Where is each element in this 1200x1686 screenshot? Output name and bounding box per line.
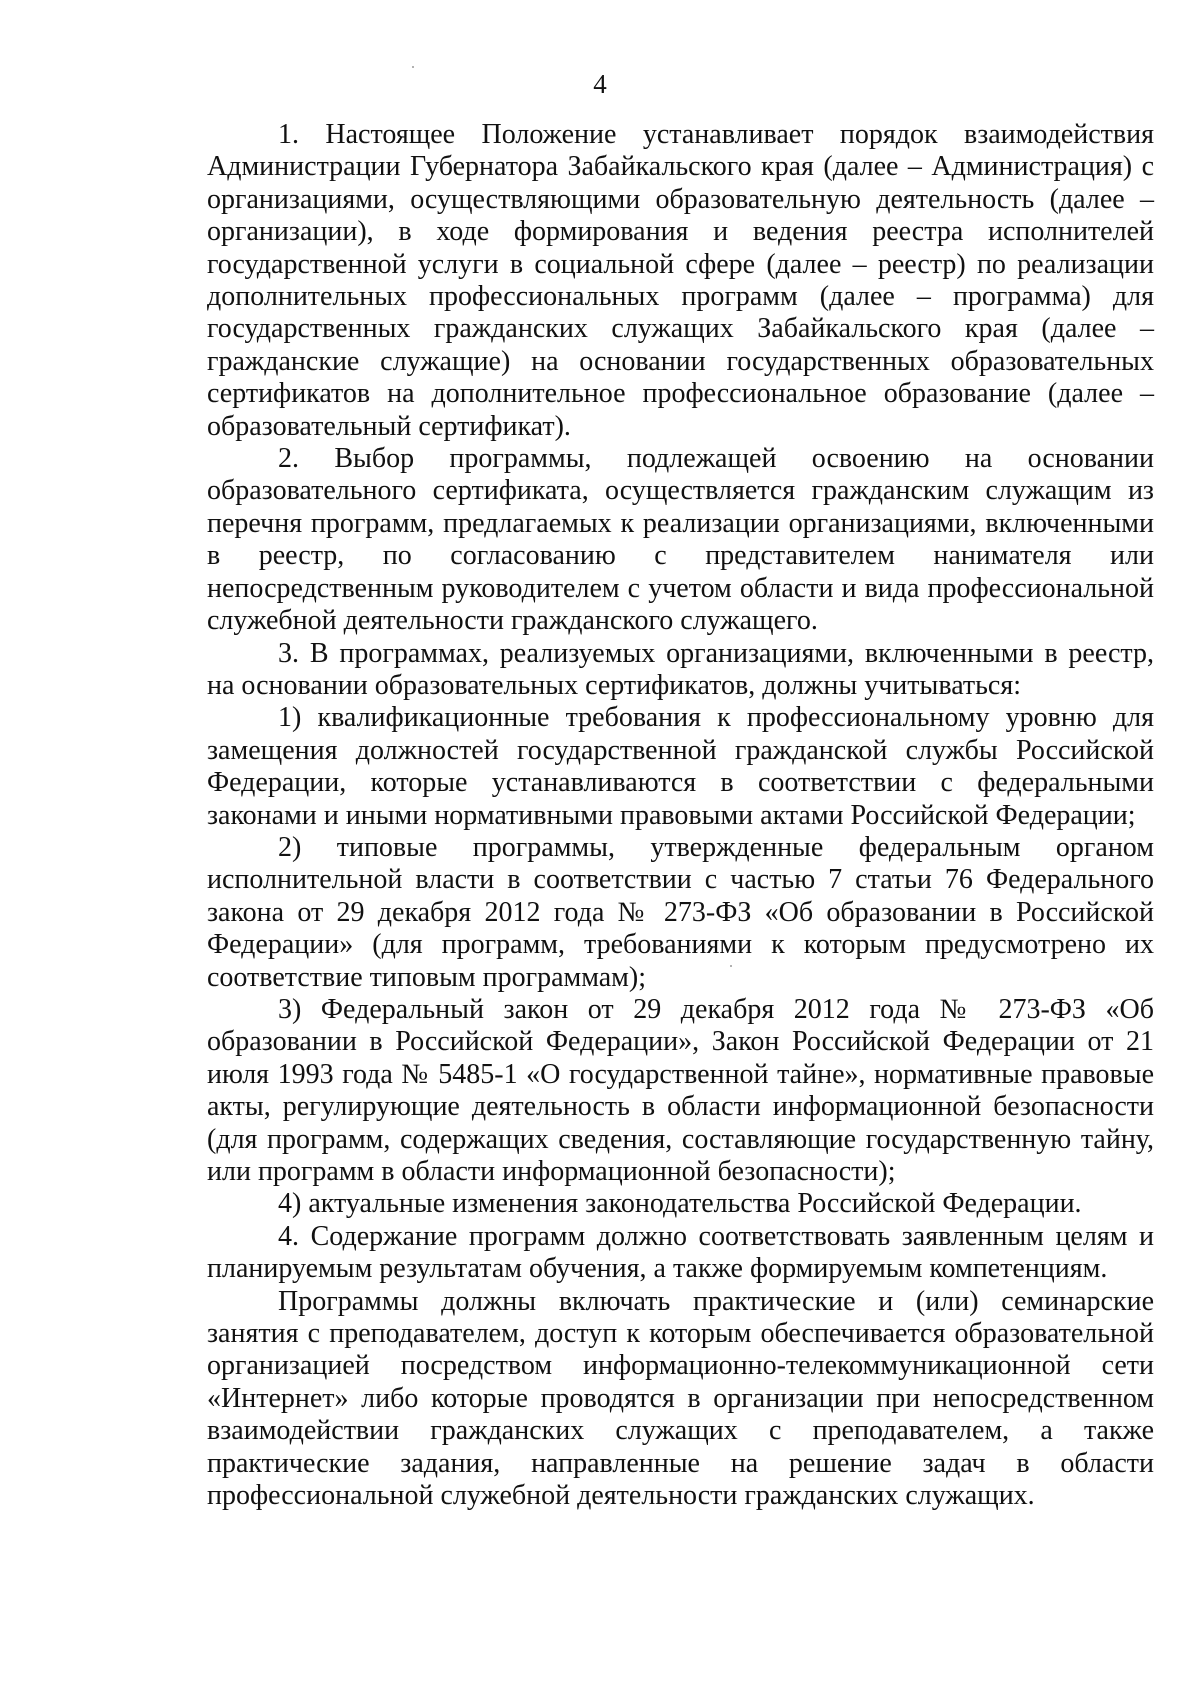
- paragraph-4: 4. Содержание программ должно соответствовать заявленным целям и планируемым результатам обучения, а также формируемым компетенциям.: [207, 1220, 1154, 1285]
- page-number: 4: [593, 69, 607, 99]
- list-item-2: 2) типовые программы, утвержденные федеральным органом исполнительной власти в соответствии с частью 7 статьи 76 Федерального закона от 29 декабря 2012 года № 273-ФЗ «Об образовании в Российской Федерации» (для программ, требованиями к которым предусмотрено их соответствие типовым программам);: [207, 831, 1154, 993]
- paragraph-5: Программы должны включать практические и (или) семинарские занятия с преподавателем, доступ к которым обеспечивается образовательной организацией посредством информационно-телекоммуникационной сети «Интернет» либо которые проводятся в организации при непосредственном взаимодействии гражданских служащих с преподавателем, а также практические задания, направленные на решение задач в области профессиональной служебной деятельности гражданских служащих.: [207, 1285, 1154, 1512]
- paragraph-3: 3. В программах, реализуемых организациями, включенными в реестр, на основании образовательных сертификатов, должны учитываться:: [207, 637, 1154, 701]
- document-body: [207, 119, 1154, 1512]
- list-item-3: 3) Федеральный закон от 29 декабря 2012 года № 273-ФЗ «Об образовании в Российской Федерации», Закон Российской Федерации от 21 июля 1993 года № 5485-1 «О государственной тайне», нормативные правовые акты, регулирующие деятельность в области информационной безопасности (для программ, содержащих сведения, составляющие государственную тайну, или программ в области информационной безопасности);: [207, 993, 1154, 1187]
- paragraph-1: 1. Настоящее Положение устанавливает порядок взаимодействия Администрации Губернатора Забайкальского края (далее – Администрация) с организациями, осуществляющими образовательную деятельность (далее – организации), в ходе формирования и ведения реестра исполнителей государственной услуги в социальной сфере (далее – реестр) по реализации дополнительных профессиональных программ (далее – программа) для государственных гражданских служащих Забайкальского края (далее – гражданские служащие) на основании государственных образовательных сертификатов на дополнительное профессиональное образование (далее – образовательный сертификат).: [207, 119, 1154, 442]
- list-item-4: 4) актуальные изменения законодательства Российской Федерации.: [278, 1188, 1082, 1220]
- paragraph-2: 2. Выбор программы, подлежащей освоению на основании образовательного сертификата, осуществляется гражданским служащим из перечня программ, предлагаемых к реализации организациями, включенными в реестр, по согласованию с представителем нанимателя или непосредственным руководителем с учетом области и вида профессиональной служебной деятельности гражданского служащего.: [207, 443, 1154, 637]
- list-item-1: 1) квалификационные требования к профессиональному уровню для замещения должностей государственной гражданской службы Российской Федерации, которые устанавливаются в соответствии с федеральными законами и иными нормативными правовыми актами Российской Федерации;: [207, 702, 1154, 831]
